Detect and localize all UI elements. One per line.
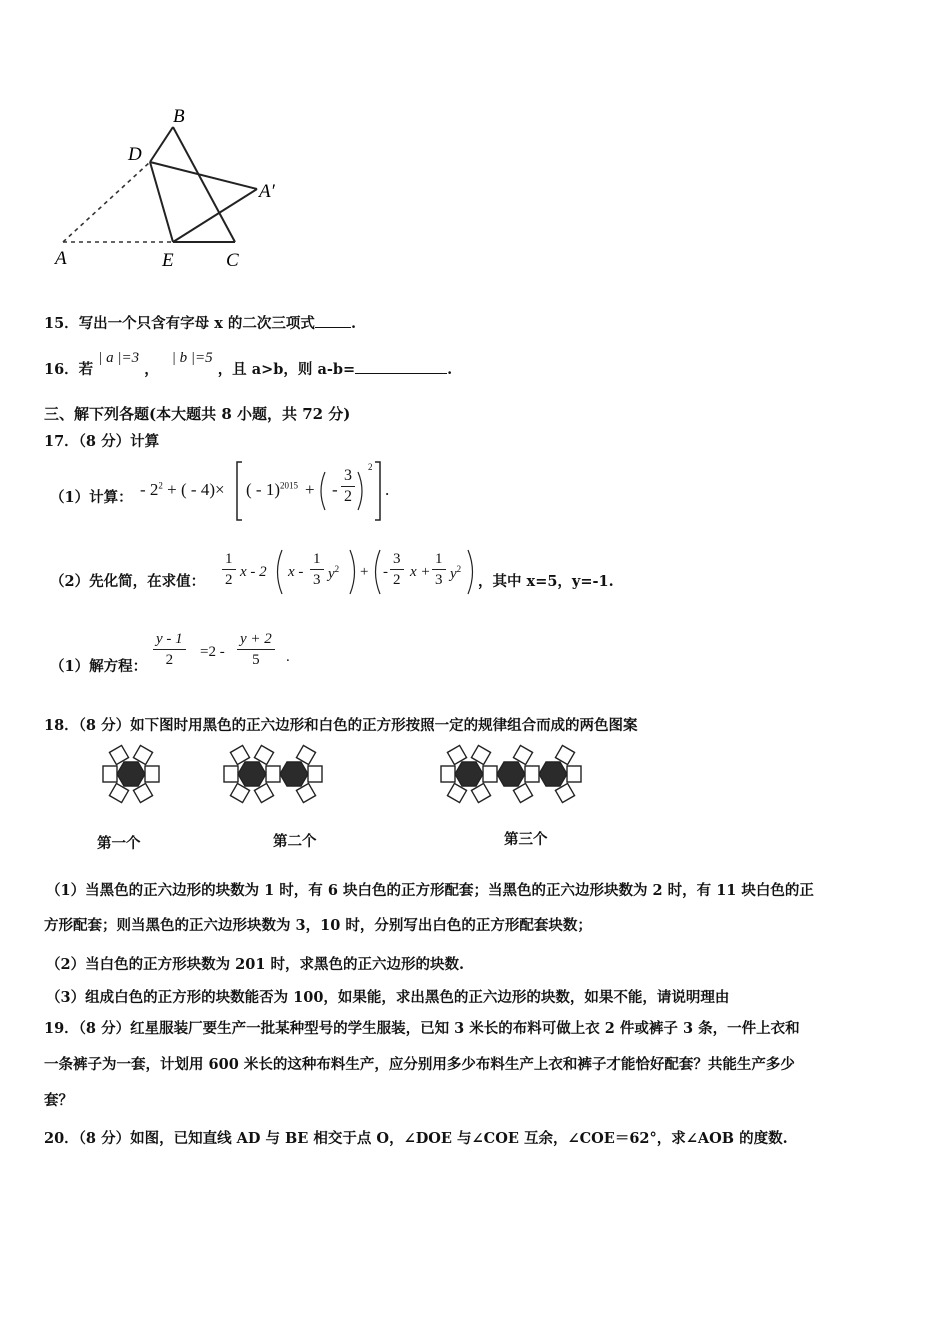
q19-line-b: 一条裤子为一套，计划用 600 米长的这种布料生产，应分别用多少布料生产上衣和裤子才能恰好配套？共能生产多少 — [44, 1056, 795, 1073]
q17-p3-end: . — [286, 649, 290, 665]
question-19 — [44, 1014, 924, 1116]
q17-p2-frac2: $\frac{1}{3}$ — [310, 549, 324, 590]
q19-line-c: 套？ — [44, 1092, 73, 1109]
q15-end: . — [350, 315, 356, 332]
q18-p1-line-a: （1）当黑色的正六边形的块数为 1 时，有 6 块白色的正方形配套；当黑色的正六边形块数为 2 时，有 11 块白色的正 — [46, 882, 814, 899]
q17-p1-label: （1）计算： — [50, 489, 133, 506]
figure-label-2: 第二个 — [273, 833, 317, 850]
q15-answer-blank[interactable] — [315, 313, 351, 328]
label-e: E — [162, 250, 174, 271]
q17-p2-t2: x - — [288, 564, 304, 580]
q17-p2-t1: x - 2 — [240, 564, 267, 580]
q18-part-1 — [46, 876, 916, 941]
q16-end: . — [447, 361, 453, 378]
q17-p2-t6: x + — [410, 564, 431, 580]
q17-p1-term1: - $2^2$ + ( - 4)× — [140, 480, 225, 499]
hexagon-square-pattern-figure — [80, 740, 640, 820]
q16-answer-blank[interactable] — [355, 359, 447, 374]
label-d: D — [128, 144, 142, 165]
q16-sep: ， — [144, 361, 159, 378]
q15-text: 写出一个只含有字母 x 的二次三项式 — [78, 315, 315, 332]
q17-p1-fraction: $\frac{3}{2}$ — [341, 466, 355, 507]
q17-p3-mid: =2 - — [200, 644, 225, 660]
q17-p1-end: . — [385, 480, 390, 499]
q17-p2-frac4: $\frac{1}{3}$ — [432, 549, 446, 590]
q17-p1-minus: - — [332, 480, 338, 499]
q17-p2-label: （2）先化简，在求值： — [50, 573, 206, 590]
q18-heading: 18．（8 分）如下图时用黑色的正六边形和白色的正方形按照一定的规律组合而成的两色图案 — [44, 717, 638, 734]
q16-cond-b: | b |=5 — [171, 350, 213, 366]
question-15 — [44, 312, 356, 333]
figure-label-3: 第三个 — [504, 831, 548, 848]
q17-p2-minus: - — [383, 564, 388, 580]
q19-line-a: 19．（8 分）红星服装厂要生产一批某种型号的学生服装，已知 3 米长的布料可做上衣 2 件或裤子 3 条，一件上衣和 — [44, 1020, 800, 1037]
q17-p2-frac1: $\frac{1}{2}$ — [222, 549, 236, 590]
q16-number: 16．若 — [44, 361, 94, 378]
q17-p3-left-frac: $\frac{y - 1}{2}$ — [153, 629, 186, 670]
q16-text: ，且 a>b，则 a-b= — [217, 361, 356, 378]
q18-part-2: （2）当白色的正方形块数为 201 时，求黑色的正六边形的块数. — [46, 956, 464, 973]
section-3-title: 三、解下列各题(本大题共 8 小题，共 72 分) — [44, 405, 351, 423]
q17-p2-y2: $y^2$ — [450, 564, 462, 582]
q17-p2-plus: + — [360, 564, 369, 580]
label-a-prime: A′ — [259, 181, 275, 202]
q18-part-3: （3）组成白色的正方形的块数能否为 100，如果能，求出黑色的正六边形的块数，如果不能，请说明理由 — [46, 989, 730, 1006]
figure-label-1: 第一个 — [97, 835, 141, 852]
label-c: C — [226, 250, 239, 271]
label-b: B — [173, 106, 185, 127]
q18-p1-line-b: 方形配套；则当黑色的正六边形块数为 3，10 时，分别写出白色的正方形配套块数； — [44, 917, 592, 934]
label-a: A — [55, 248, 67, 269]
question-20: 20．（8 分）如图，已知直线 AD 与 BE 相交于点 O，∠DOE 与∠COE 互余，∠COE＝62°，求∠AOB 的度数. — [44, 1130, 788, 1147]
q17-heading: 17．（8 分）计算 — [44, 433, 160, 450]
q17-p1-power: ( - 1)$^{2015}$ — [246, 480, 298, 499]
triangle-fold-figure — [45, 100, 305, 275]
question-16 — [44, 346, 453, 378]
q17-p2-condition: ，其中 x=5，y=-1. — [478, 573, 614, 590]
q17-p3-label: （1）解方程： — [50, 658, 148, 675]
q17-p1-square: 2 — [368, 462, 373, 472]
q15-number: 15． — [44, 315, 79, 332]
q17-p3-right-frac: $\frac{y + 2}{5}$ — [237, 629, 275, 670]
q16-cond-a: | a |=3 — [98, 350, 140, 366]
q17-p2-y1: $y^2$ — [328, 564, 340, 582]
q17-p2-frac3: $\frac{3}{2}$ — [390, 549, 404, 590]
q17-p1-plus: + — [305, 480, 315, 499]
